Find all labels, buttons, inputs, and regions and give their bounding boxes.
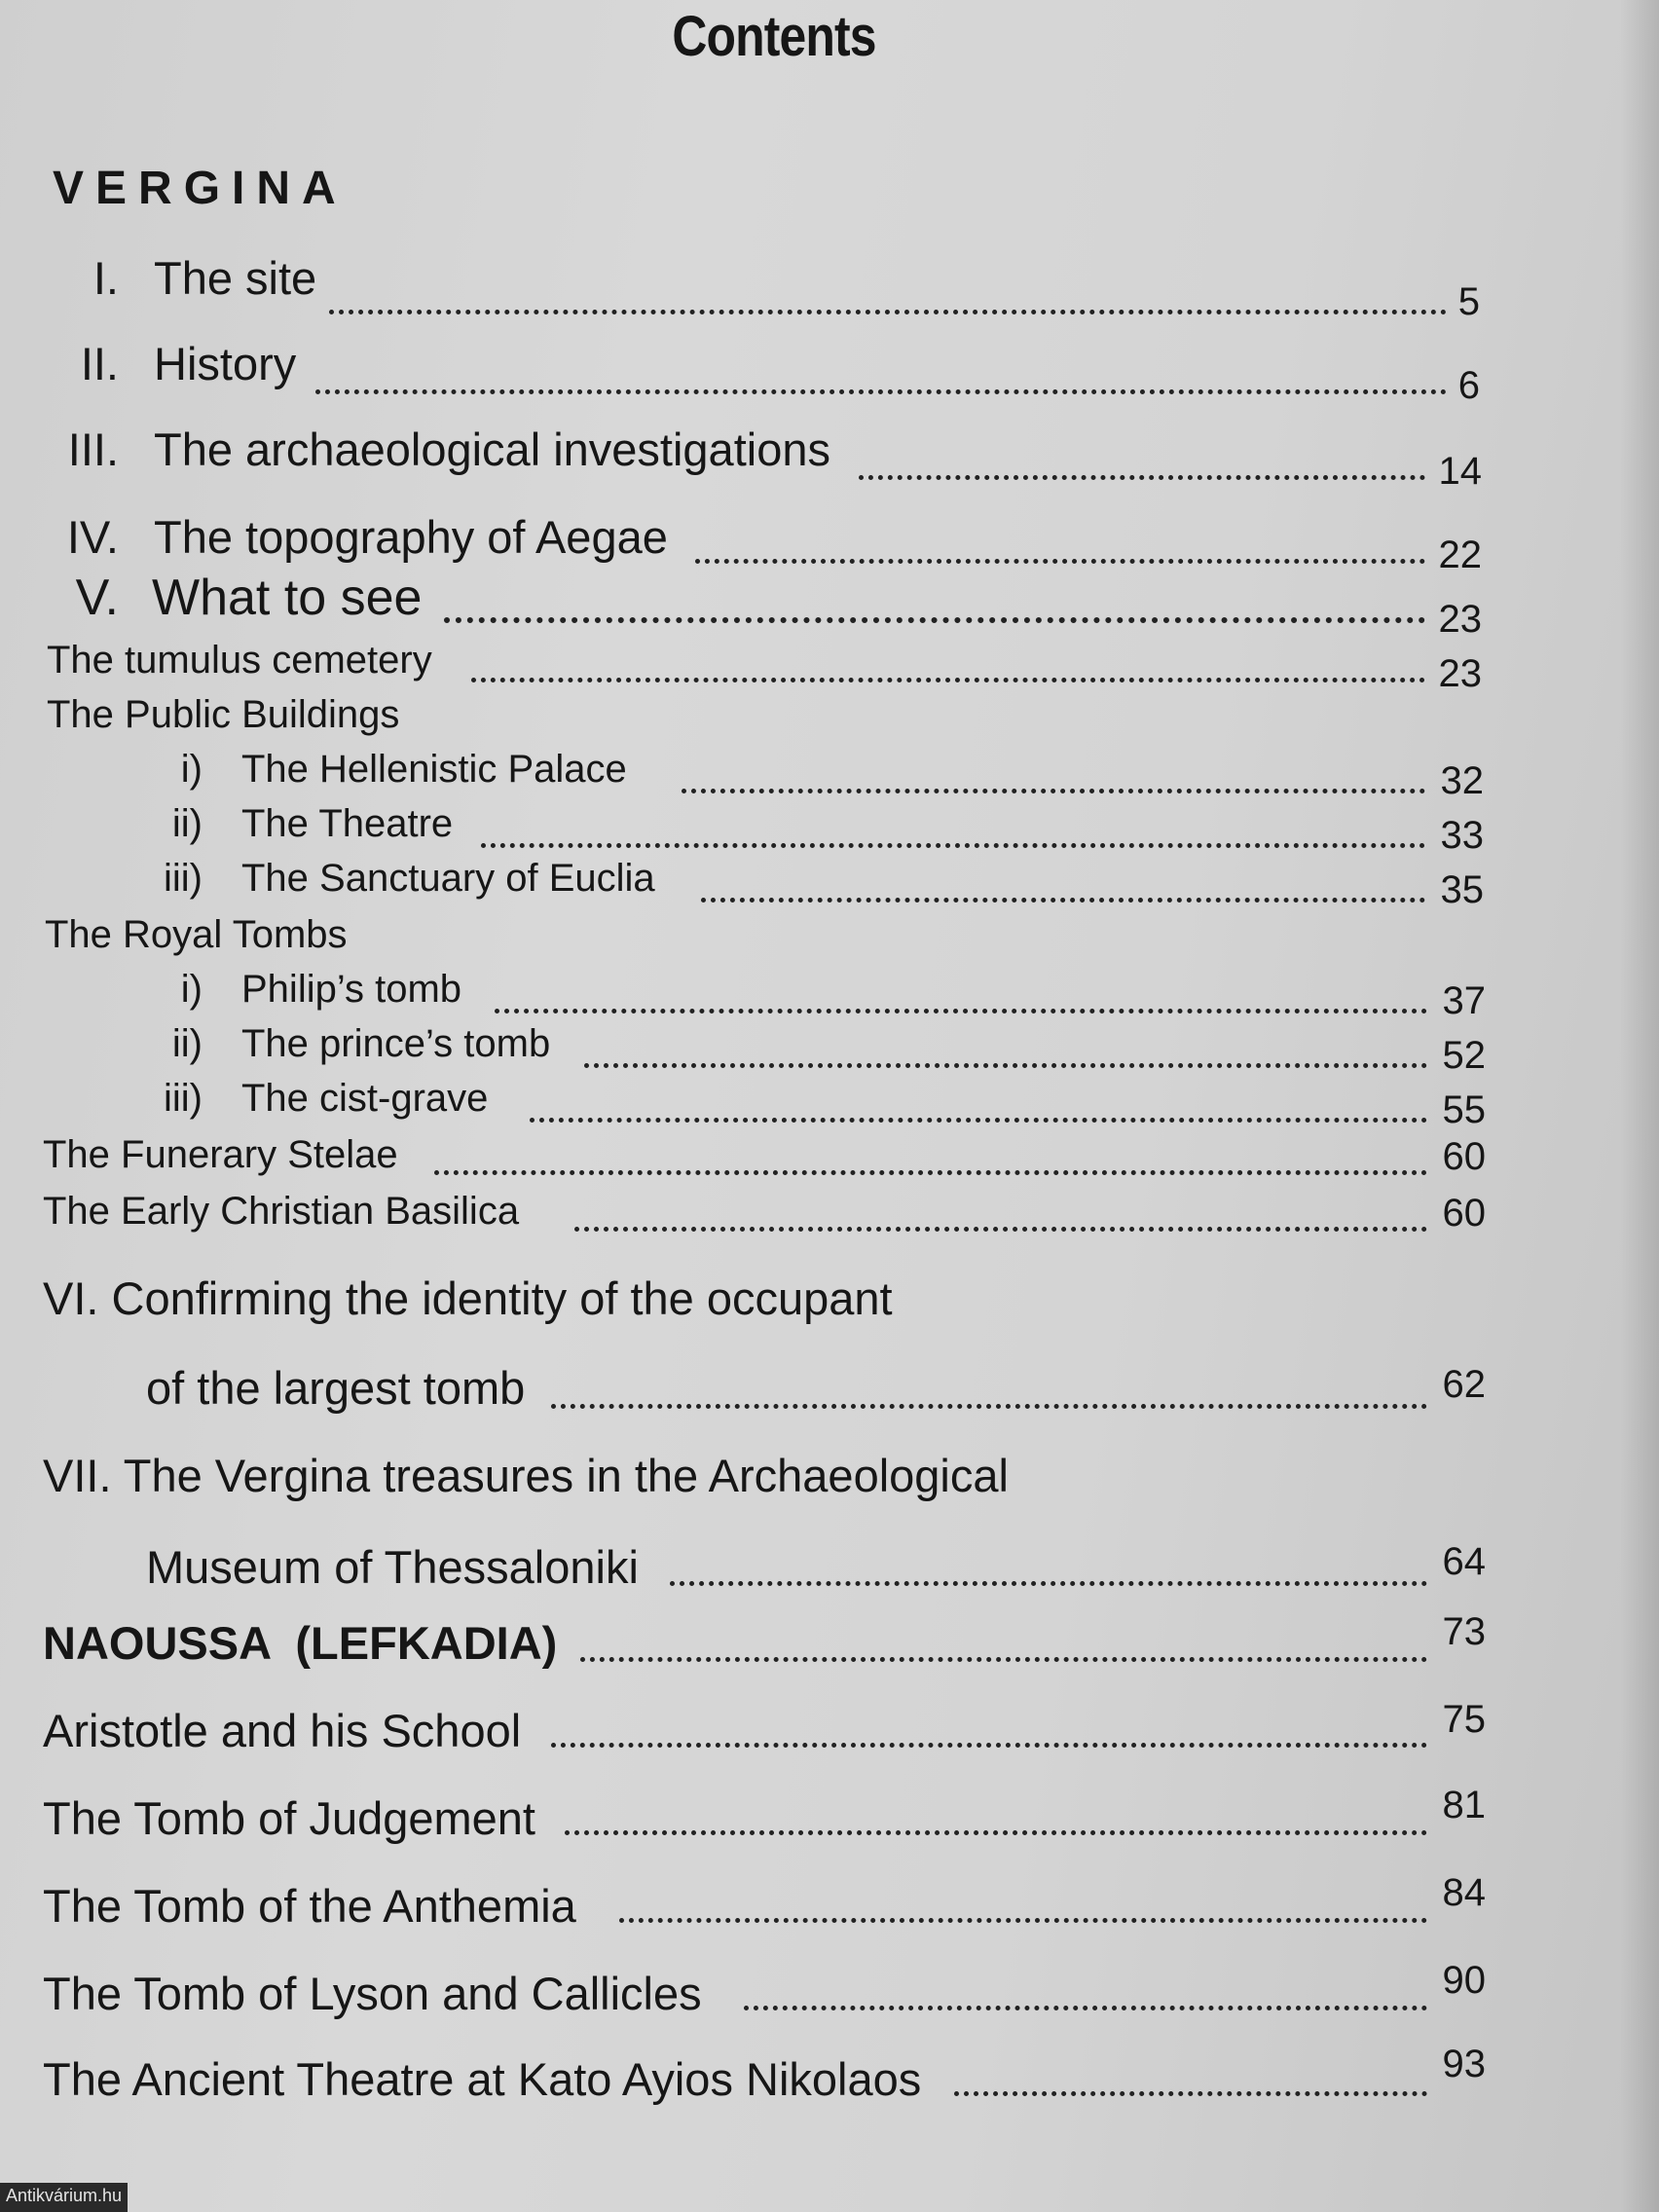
- dot-leader: [619, 1918, 1427, 1923]
- entry-label: What to see: [152, 570, 423, 626]
- entry-page: 64: [1442, 1540, 1486, 1583]
- section-heading-vergina: VERGINA: [53, 163, 348, 214]
- dot-leader: [954, 2091, 1427, 2096]
- entry-page: 73: [1442, 1610, 1486, 1653]
- entry-numeral: II.: [80, 338, 119, 389]
- section-heading-naoussa: NAOUSSA (LEFKADIA): [43, 1617, 558, 1669]
- toc-entry[interactable]: [0, 1959, 1499, 2035]
- dot-leader: [471, 678, 1425, 682]
- entry-label: The Theatre: [241, 802, 454, 845]
- entry-page: 93: [1442, 2043, 1486, 2085]
- entry-label: The archaeological investigations: [154, 424, 830, 475]
- entry-label: of the largest tomb: [146, 1362, 526, 1414]
- entry-numeral: ii): [171, 1022, 203, 1065]
- toc-entry[interactable]: [0, 337, 1499, 405]
- entry-page: 81: [1442, 1784, 1486, 1826]
- entry-page: 90: [1442, 1959, 1486, 2002]
- entry-numeral: iii): [164, 1077, 203, 1120]
- entry-label: VI. Confirming the identity of the occupant: [43, 1272, 893, 1324]
- toc-entry[interactable]: [0, 251, 1499, 323]
- dot-leader: [495, 1009, 1427, 1014]
- entry-page: 23: [1438, 652, 1482, 695]
- dot-leader: [584, 1063, 1427, 1068]
- toc-entry[interactable]: [0, 1540, 1499, 1608]
- entry-label: The Tomb of Judgement: [43, 1792, 535, 1844]
- entry-page: 62: [1442, 1363, 1486, 1406]
- page-edge-shadow: [1620, 0, 1659, 2212]
- dot-leader: [565, 1830, 1427, 1835]
- page-title: Contents: [672, 5, 876, 68]
- entry-label: Museum of Thessaloniki: [146, 1541, 639, 1593]
- dot-leader: [682, 789, 1425, 793]
- entry-numeral: ii): [171, 802, 203, 845]
- dot-leader: [530, 1118, 1427, 1123]
- entry-page: 52: [1442, 1034, 1486, 1077]
- watermark: Antikvárium.hu: [0, 2183, 128, 2212]
- entry-label: The Royal Tombs: [45, 913, 348, 956]
- entry-page: 37: [1442, 979, 1486, 1022]
- entry-label: VII. The Vergina treasures in the Archaeological: [43, 1450, 1009, 1501]
- entry-numeral: IV.: [66, 511, 119, 563]
- entry-label: The Tomb of the Anthemia: [43, 1880, 576, 1932]
- entry-numeral: V.: [75, 570, 119, 626]
- entry-page: 84: [1442, 1871, 1486, 1914]
- toc-entry[interactable]: [0, 1190, 1499, 1258]
- entry-label: History: [154, 338, 297, 389]
- entry-numeral: I.: [92, 252, 119, 304]
- dot-leader: [580, 1657, 1427, 1662]
- entry-page: 75: [1442, 1698, 1486, 1741]
- entry-label: The prince’s tomb: [241, 1022, 551, 1065]
- entry-numeral: III.: [67, 424, 119, 475]
- entry-page: 14: [1438, 450, 1482, 493]
- toc-entry[interactable]: [0, 2043, 1499, 2120]
- toc-entry[interactable]: [0, 1698, 1499, 1772]
- entry-page: 60: [1442, 1135, 1486, 1178]
- entry-label: The Sanctuary of Euclia: [241, 857, 655, 900]
- entry-page: 6: [1457, 364, 1480, 407]
- toc-entry[interactable]: [0, 1784, 1499, 1860]
- toc-entry: [0, 1449, 1499, 1517]
- dot-leader: [315, 389, 1447, 394]
- dot-leader: [551, 1404, 1427, 1409]
- dot-leader: [744, 2006, 1427, 2010]
- entry-numeral: i): [180, 748, 203, 791]
- entry-label: The Ancient Theatre at Kato Ayios Nikolaos: [43, 2053, 922, 2105]
- entry-label: The cist-grave: [241, 1077, 489, 1120]
- entry-numeral: i): [180, 968, 203, 1011]
- toc-entry[interactable]: [0, 423, 1499, 491]
- entry-label: Philip’s tomb: [241, 968, 462, 1011]
- dot-leader: [859, 475, 1425, 480]
- entry-label: The Public Buildings: [47, 693, 400, 736]
- entry-page: 33: [1440, 814, 1484, 857]
- toc-entry[interactable]: [0, 569, 1499, 641]
- entry-page: 32: [1440, 759, 1484, 802]
- entry-label: The topography of Aegae: [154, 511, 668, 563]
- dot-leader: [670, 1581, 1427, 1586]
- entry-page: 55: [1442, 1088, 1486, 1131]
- dot-leader: [701, 898, 1425, 903]
- entry-label: The Tomb of Lyson and Callicles: [43, 1968, 702, 2019]
- entry-label: The tumulus cemetery: [47, 639, 432, 682]
- entry-label: The Early Christian Basilica: [43, 1190, 520, 1233]
- entry-page: 23: [1438, 598, 1482, 641]
- entry-page: 35: [1440, 868, 1484, 911]
- dot-leader: [481, 843, 1425, 848]
- dot-leader: [434, 1170, 1427, 1175]
- entry-page: 60: [1442, 1192, 1486, 1235]
- dot-leader: [574, 1227, 1427, 1232]
- entry-page: 22: [1438, 534, 1482, 576]
- dot-leader: [695, 559, 1425, 564]
- dot-leader: [444, 617, 1425, 623]
- dot-leader: [329, 310, 1447, 314]
- entry-page: 5: [1457, 280, 1480, 323]
- toc-entry[interactable]: [0, 1610, 1499, 1684]
- entry-label: The Hellenistic Palace: [241, 748, 627, 791]
- toc-entry[interactable]: [0, 1871, 1499, 1947]
- dot-leader: [551, 1743, 1427, 1748]
- entry-numeral: iii): [164, 857, 203, 900]
- entry-label: The Funerary Stelae: [43, 1133, 398, 1176]
- entry-label: Aristotle and his School: [43, 1705, 522, 1756]
- toc-entry: [0, 1272, 1499, 1340]
- toc-entry[interactable]: [0, 1361, 1499, 1429]
- entry-label: The site: [154, 252, 317, 304]
